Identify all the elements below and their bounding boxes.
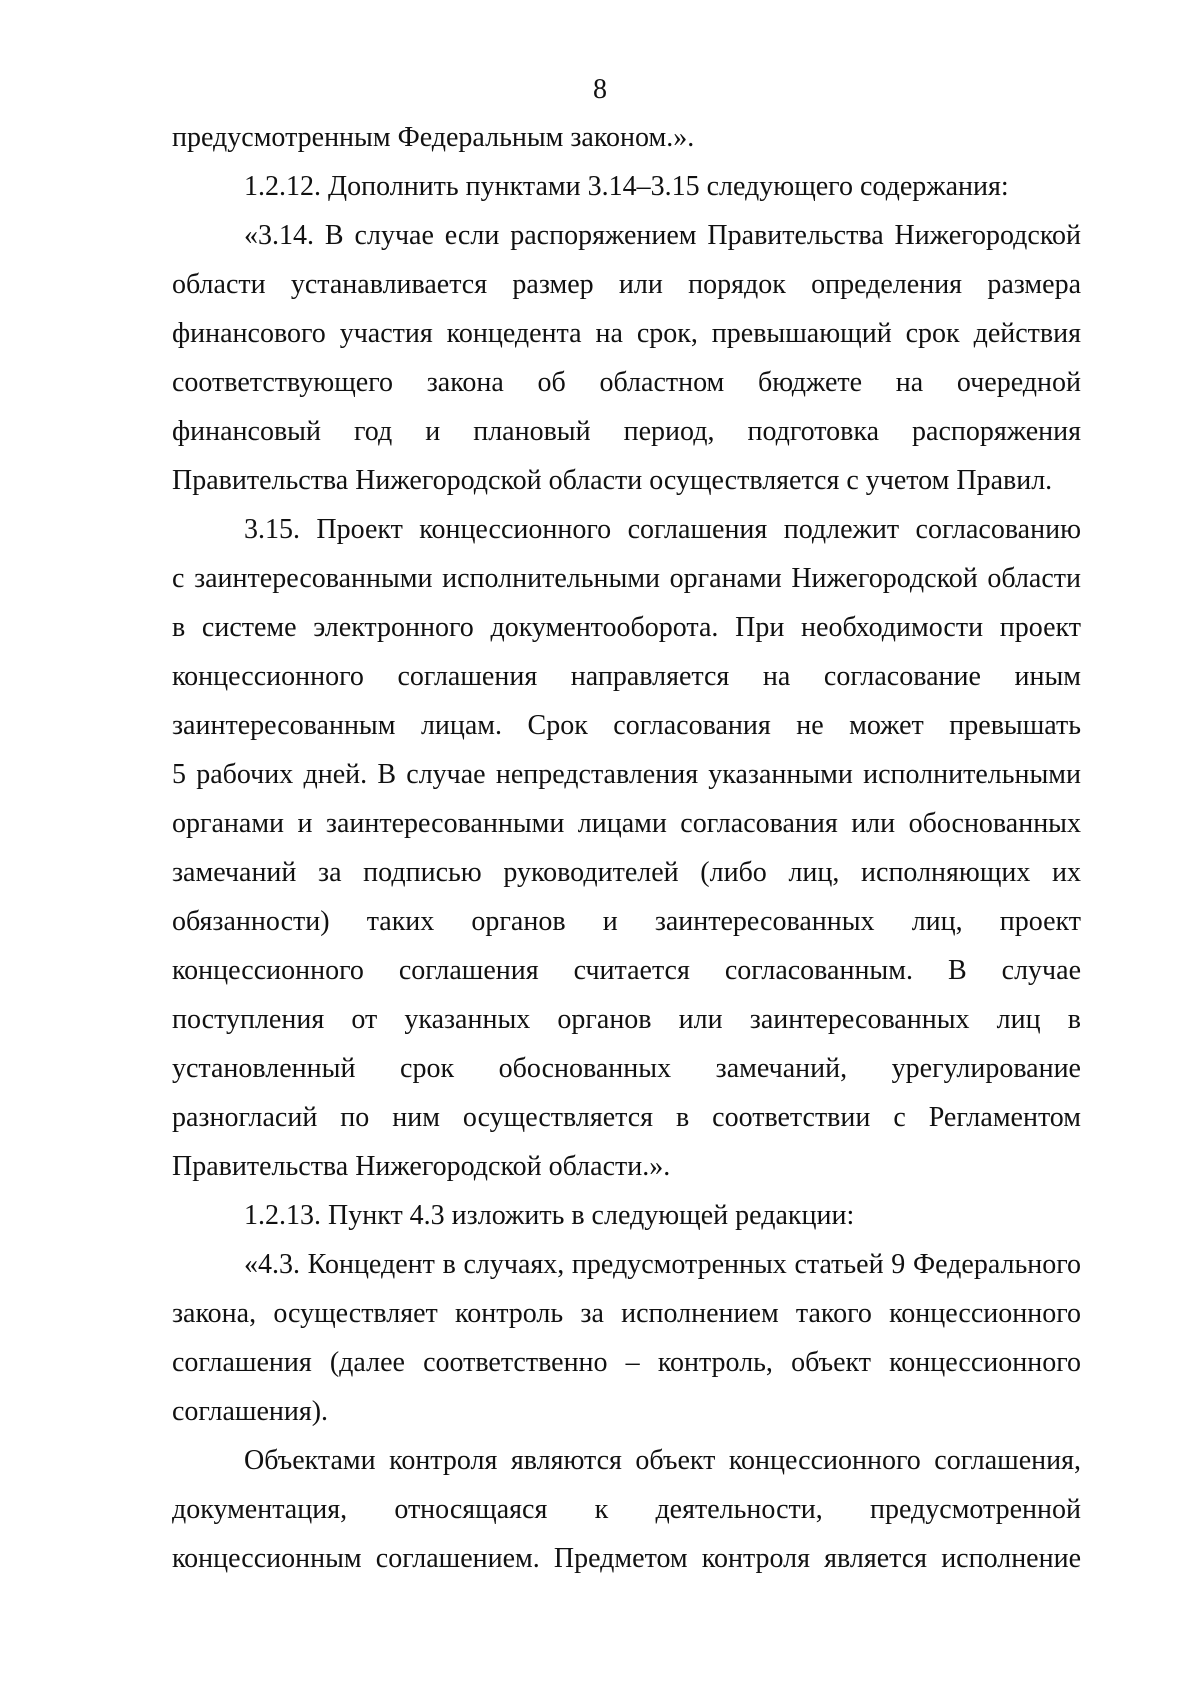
text-line: предусмотренным Федеральным законом.». bbox=[172, 122, 695, 153]
text-line: 3.15. Проект концессионного соглашения подлежит согласованию bbox=[244, 514, 1081, 545]
text-line: Правительства Нижегородской области.». bbox=[172, 1151, 671, 1182]
text-line: концессионного соглашения считается согласованным. В случае bbox=[172, 955, 1081, 986]
page-number: 8 bbox=[593, 74, 607, 105]
text-line: заинтересованным лицам. Срок согласования не может превышать bbox=[172, 710, 1081, 741]
text-line: документация, относящаяся к деятельности, предусмотренной bbox=[172, 1494, 1081, 1525]
text-line: обязанности) таких органов и заинтересованных лиц, проект bbox=[172, 906, 1081, 937]
text-line: финансового участия концедента на срок, превышающий срок действия bbox=[172, 318, 1081, 349]
text-line: 5 рабочих дней. В случае непредставления указанными исполнительными bbox=[172, 759, 1081, 790]
text-line: соглашения (далее соответственно – контроль, объект концессионного bbox=[172, 1347, 1081, 1378]
text-line: закона, осуществляет контроль за исполнением такого концессионного bbox=[172, 1298, 1081, 1329]
text-line: соглашения). bbox=[172, 1396, 329, 1427]
text-line: 1.2.12. Дополнить пунктами 3.14–3.15 следующего содержания: bbox=[244, 171, 1009, 202]
text-line: установленный срок обоснованных замечаний, урегулирование bbox=[172, 1053, 1081, 1084]
text-line: с заинтересованными исполнительными органами Нижегородской области bbox=[172, 563, 1081, 594]
text-line: замечаний за подписью руководителей (либо лиц, исполняющих их bbox=[172, 857, 1081, 888]
text-line: 1.2.13. Пункт 4.3 изложить в следующей редакции: bbox=[244, 1200, 855, 1231]
text-line: поступления от указанных органов или заинтересованных лиц в bbox=[172, 1004, 1081, 1035]
text-line: органами и заинтересованными лицами согласования или обоснованных bbox=[172, 808, 1081, 839]
text-line: Объектами контроля являются объект концессионного соглашения, bbox=[244, 1445, 1081, 1476]
text-line: разногласий по ним осуществляется в соответствии с Регламентом bbox=[172, 1102, 1081, 1133]
text-line: области устанавливается размер или порядок определения размера bbox=[172, 269, 1081, 300]
text-line: концессионным соглашением. Предметом контроля является исполнение bbox=[172, 1543, 1081, 1574]
text-line: соответствующего закона об областном бюджете на очередной bbox=[172, 367, 1081, 398]
text-line: концессионного соглашения направляется на согласование иным bbox=[172, 661, 1081, 692]
document-body bbox=[172, 113, 1081, 1583]
text-line: финансовый год и плановый период, подготовка распоряжения bbox=[172, 416, 1081, 447]
text-line: «4.3. Концедент в случаях, предусмотренных статьей 9 Федерального bbox=[244, 1249, 1081, 1280]
text-line: «3.14. В случае если распоряжением Правительства Нижегородской bbox=[244, 220, 1081, 251]
text-line: Правительства Нижегородской области осуществляется с учетом Правил. bbox=[172, 465, 1053, 496]
text-line: в системе электронного документооборота. При необходимости проект bbox=[172, 612, 1081, 643]
